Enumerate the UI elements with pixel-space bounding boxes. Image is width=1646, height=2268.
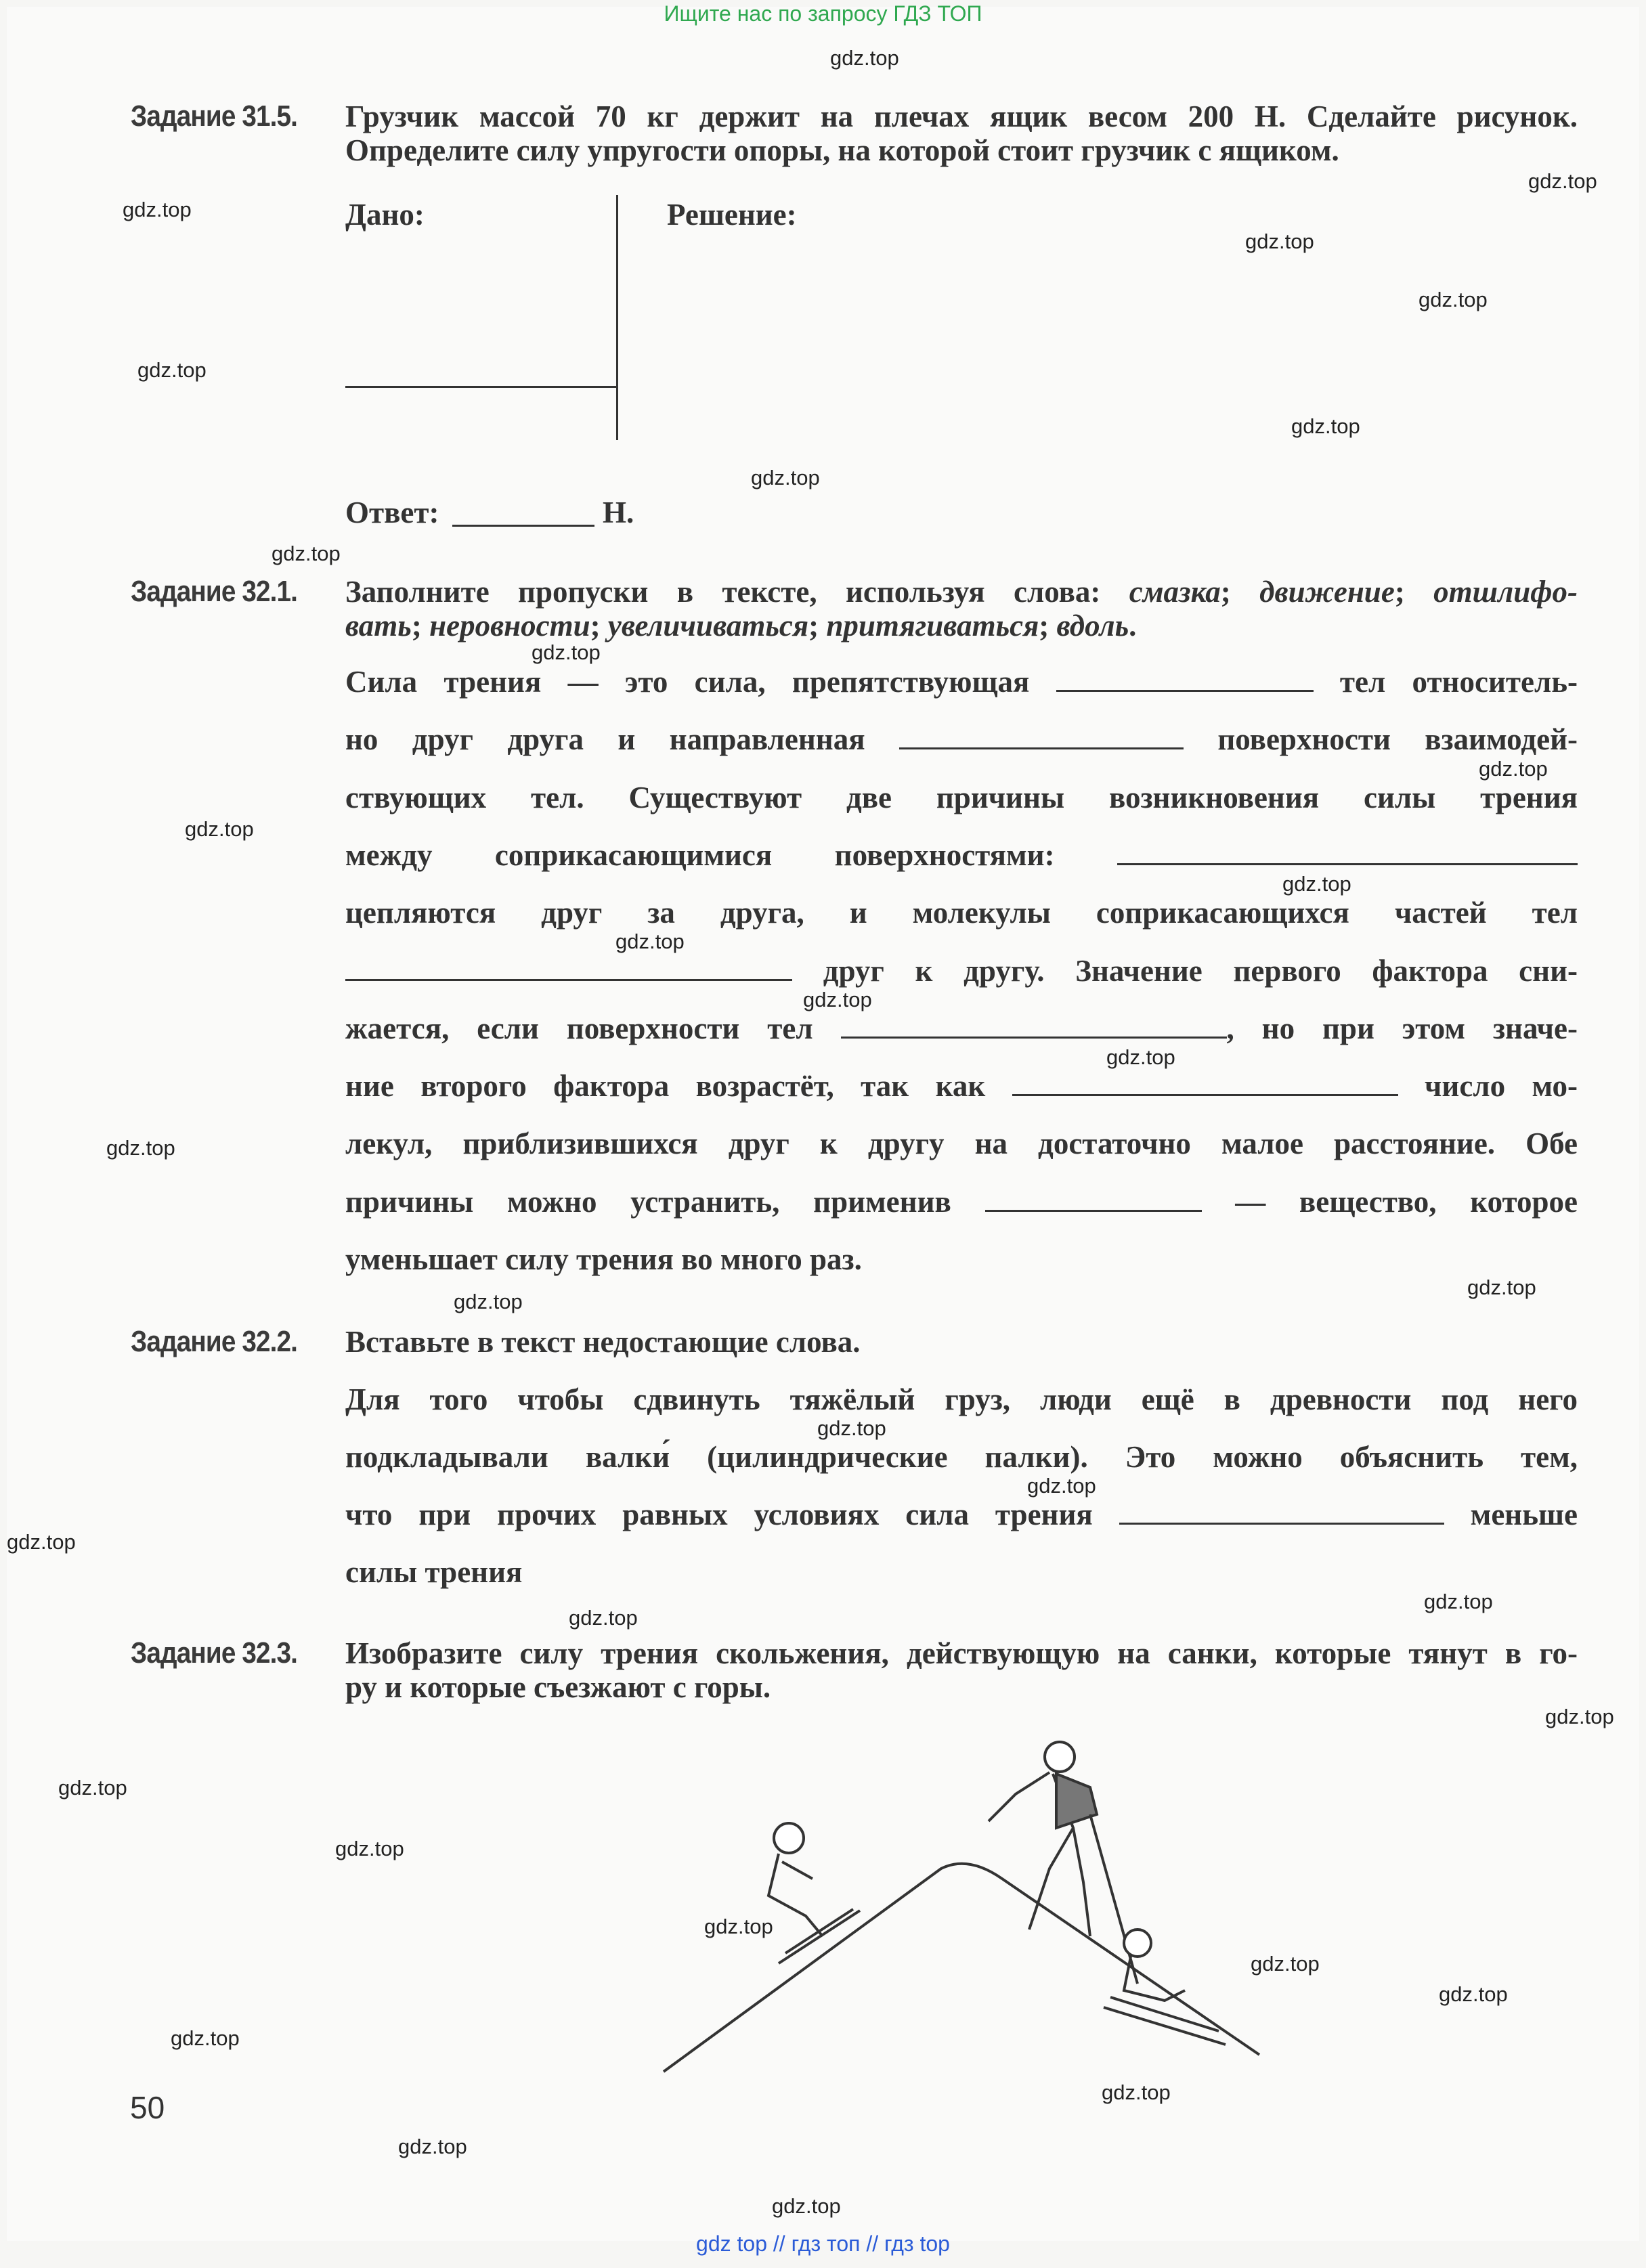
bottom-banner[interactable]: gdz top // гдз топ // гдз top [696, 2231, 950, 2256]
hill-outline [664, 1864, 1259, 2072]
text-segment: ствующих тел. Существуют две причины возникновения силы трения [345, 780, 1578, 814]
sled-hill-illustration [650, 1733, 1273, 2085]
watermark-text: gdz.top [1102, 2080, 1171, 2104]
text-segment: подкладывали валки́ (цилиндрические палки). Это можно объяснить тем, [345, 1440, 1578, 1474]
task-32-2-intro: Вставьте в текст недостающие слова. [345, 1325, 861, 1359]
text-segment: Сила трения — это сила, препятствующая [345, 665, 1056, 699]
task-31-5-label: Задание 31.5. [131, 100, 298, 133]
solution-heading: Решение: [667, 198, 797, 232]
watermark-text: gdz.top [1027, 1474, 1096, 1498]
text-segment: вать; неровности; увеличиваться; притягиваться; вдоль. [345, 609, 1137, 642]
divider-vertical [616, 195, 618, 440]
text-segment: меньше [1444, 1498, 1578, 1531]
task-32-1-line [345, 1129, 1578, 1159]
watermark-text: gdz.top [1479, 757, 1548, 781]
task-32-2-line [345, 1500, 1578, 1530]
watermark-text: gdz.top [1245, 230, 1314, 253]
task-32-1-label: Задание 32.1. [131, 575, 298, 608]
top-banner[interactable]: Ищите нас по запросу ГДЗ ТОП [664, 1, 982, 26]
task-31-5-line: Определите силу упругости опоры, на которой стоит грузчик с ящиком. [345, 133, 1339, 167]
fill-in-blank[interactable] [841, 1016, 1227, 1039]
divider-horizontal [345, 386, 618, 388]
fill-in-blank[interactable] [1119, 1502, 1444, 1525]
watermark-text: gdz.top [1439, 1982, 1508, 2006]
watermark-text: gdz.top [7, 1530, 76, 1554]
task-32-1-line [345, 780, 1578, 814]
fill-in-blank[interactable] [345, 959, 792, 981]
watermark-text: gdz.top [772, 2194, 841, 2218]
task-32-1-line [345, 1013, 1578, 1044]
watermark-text: gdz.top [185, 817, 254, 841]
text-segment: число мо- [1398, 1069, 1578, 1104]
watermark-text: gdz.top [398, 2135, 467, 2158]
task-32-1-line [345, 667, 1578, 697]
text-segment: уменьшает силу трения во много раз. [345, 1242, 862, 1276]
text-segment: жается, если поверхности тел [345, 1011, 841, 1045]
answer-blank[interactable] [452, 504, 594, 527]
answer-unit: Н. [603, 496, 634, 529]
task-32-1-line [345, 1244, 1578, 1275]
task-32-1-intro [345, 611, 1578, 641]
text-segment: лекул, приблизившихся друг к другу на достаточно малое расстояние. Обе [345, 1127, 1578, 1161]
watermark-text: gdz.top [1282, 872, 1351, 896]
task-32-1-line [345, 724, 1578, 755]
text-segment: между соприкасающимися поверхностями: [345, 837, 1117, 872]
watermark-text: gdz.top [1106, 1045, 1175, 1069]
watermark-text: gdz.top [817, 1416, 886, 1440]
task-32-2-line [345, 1384, 1578, 1415]
task-32-2-line [345, 1442, 1578, 1473]
text-segment: причины можно устранить, применив [345, 1184, 985, 1219]
text-segment: , но при этом значе- [1226, 1011, 1578, 1045]
task-32-2-label: Задание 32.2. [131, 1325, 298, 1358]
task-32-1-line [345, 837, 1578, 872]
watermark-text: gdz.top [803, 988, 872, 1011]
child-sliding-down-icon [768, 1823, 860, 1963]
task-31-5-line: Грузчик массой 70 кг держит на плечах ящик весом 200 Н. Сделайте рисунок. [345, 100, 1578, 133]
task-32-3-line: ру и которые съезжают с горы. [345, 1670, 771, 1704]
watermark-text: gdz.top [272, 542, 341, 565]
text-segment: тел относитель- [1313, 665, 1578, 699]
task-32-3-line: Изобразите силу трения скольжения, действующую на санки, которые тянут в го- [345, 1636, 1578, 1670]
watermark-text: gdz.top [454, 1290, 523, 1313]
task-32-1-line [345, 953, 1578, 988]
text-segment: силы трения [345, 1555, 523, 1589]
text-segment: поверхности взаимодей- [1183, 722, 1578, 757]
watermark-text: gdz.top [1291, 414, 1360, 438]
text-segment: цепляются друг за друга, и молекулы соприкасающихся частей тел [345, 896, 1578, 930]
watermark-text: gdz.top [569, 1606, 638, 1630]
fill-in-blank[interactable] [1012, 1074, 1398, 1096]
watermark-text: gdz.top [1545, 1705, 1614, 1728]
task-32-1-line [345, 1071, 1578, 1102]
watermark-text: gdz.top [171, 2026, 240, 2050]
text-segment: но друг друга и направленная [345, 722, 899, 757]
watermark-text: gdz.top [106, 1136, 175, 1160]
task-32-1-line [345, 898, 1578, 928]
task-32-2-line [345, 1557, 1578, 1588]
task-32-1-line [345, 1184, 1578, 1219]
watermark-text: gdz.top [335, 1837, 404, 1860]
fill-in-blank[interactable] [1056, 670, 1314, 692]
task-32-3-label: Задание 32.3. [131, 1636, 298, 1670]
text-segment: — вещество, которое [1201, 1184, 1578, 1219]
answer-label: Ответ: [345, 496, 439, 529]
fill-in-blank[interactable] [1117, 843, 1578, 865]
person-pulling-sled-icon [989, 1742, 1138, 1984]
watermark-text: gdz.top [1467, 1275, 1536, 1299]
watermark-text: gdz.top [123, 198, 192, 221]
given-heading: Дано: [345, 198, 425, 232]
watermark-text: gdz.top [532, 640, 601, 664]
text-segment: что при прочих равных условиях сила трения [345, 1498, 1119, 1531]
watermark-text: gdz.top [58, 1776, 127, 1800]
watermark-text: gdz.top [137, 358, 207, 382]
page-number: 50 [130, 2090, 165, 2125]
watermark-text: gdz.top [830, 46, 899, 70]
watermark-text: gdz.top [751, 466, 820, 489]
watermark-text: gdz.top [615, 930, 685, 953]
task-32-1-intro [345, 577, 1578, 607]
text-segment: ние второго фактора возрастёт, так как [345, 1069, 1012, 1104]
text-segment: друг к другу. Значение первого фактора сни- [792, 953, 1578, 988]
text-segment: Заполните пропуски в тексте, используя слова: смазка; движение; отшлифо- [345, 575, 1578, 609]
watermark-text: gdz.top [1528, 169, 1597, 193]
watermark-text: gdz.top [1424, 1590, 1493, 1613]
fill-in-blank[interactable] [985, 1190, 1202, 1212]
watermark-text: gdz.top [704, 1915, 773, 1938]
child-on-sled-pulled-icon [1104, 1929, 1226, 2045]
watermark-text: gdz.top [1418, 288, 1488, 311]
fill-in-blank[interactable] [899, 727, 1184, 749]
watermark-text: gdz.top [1251, 1952, 1320, 1976]
text-segment: Для того чтобы сдвинуть тяжёлый груз, люди ещё в древности под него [345, 1382, 1578, 1416]
